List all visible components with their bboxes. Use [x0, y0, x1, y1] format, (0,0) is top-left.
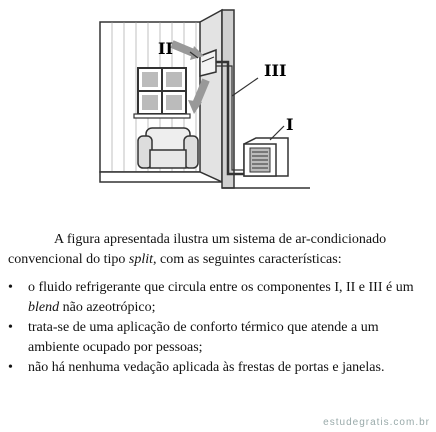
list-item: [8, 318, 428, 358]
bullet-list: [8, 278, 428, 378]
bullet-text: não há nenhuma vedação aplicada às frestas de portas e janelas.: [28, 360, 385, 375]
list-item: [8, 278, 428, 318]
watermark: estudegratis.com.br: [323, 417, 430, 428]
label-II: II: [158, 39, 173, 58]
list-item: [8, 358, 428, 378]
intro-text-2: , com as seguintes características:: [153, 252, 342, 267]
bullet-icon: •: [8, 320, 13, 335]
bullet-text-end: não azeotrópico;: [59, 300, 156, 315]
intro-italic: split: [128, 252, 154, 267]
label-I: I: [286, 115, 294, 134]
intro-text-1: A figura apresentada ilustra um sistema de ar-condicionado convencional do tipo: [8, 232, 387, 267]
label-III: III: [264, 61, 287, 80]
intro-paragraph: [8, 230, 428, 270]
question-text: [8, 230, 428, 378]
bullet-text: trata-se de uma aplicação de conforto térmico que atende a um ambiente ocupado por pessoas;: [28, 320, 379, 355]
bullet-icon: •: [8, 360, 13, 375]
bullet-italic: blend: [28, 300, 60, 315]
bullet-icon: •: [8, 280, 13, 295]
bullet-text: o fluido refrigerante que circula entre os componentes I, II e III é um: [28, 280, 414, 295]
